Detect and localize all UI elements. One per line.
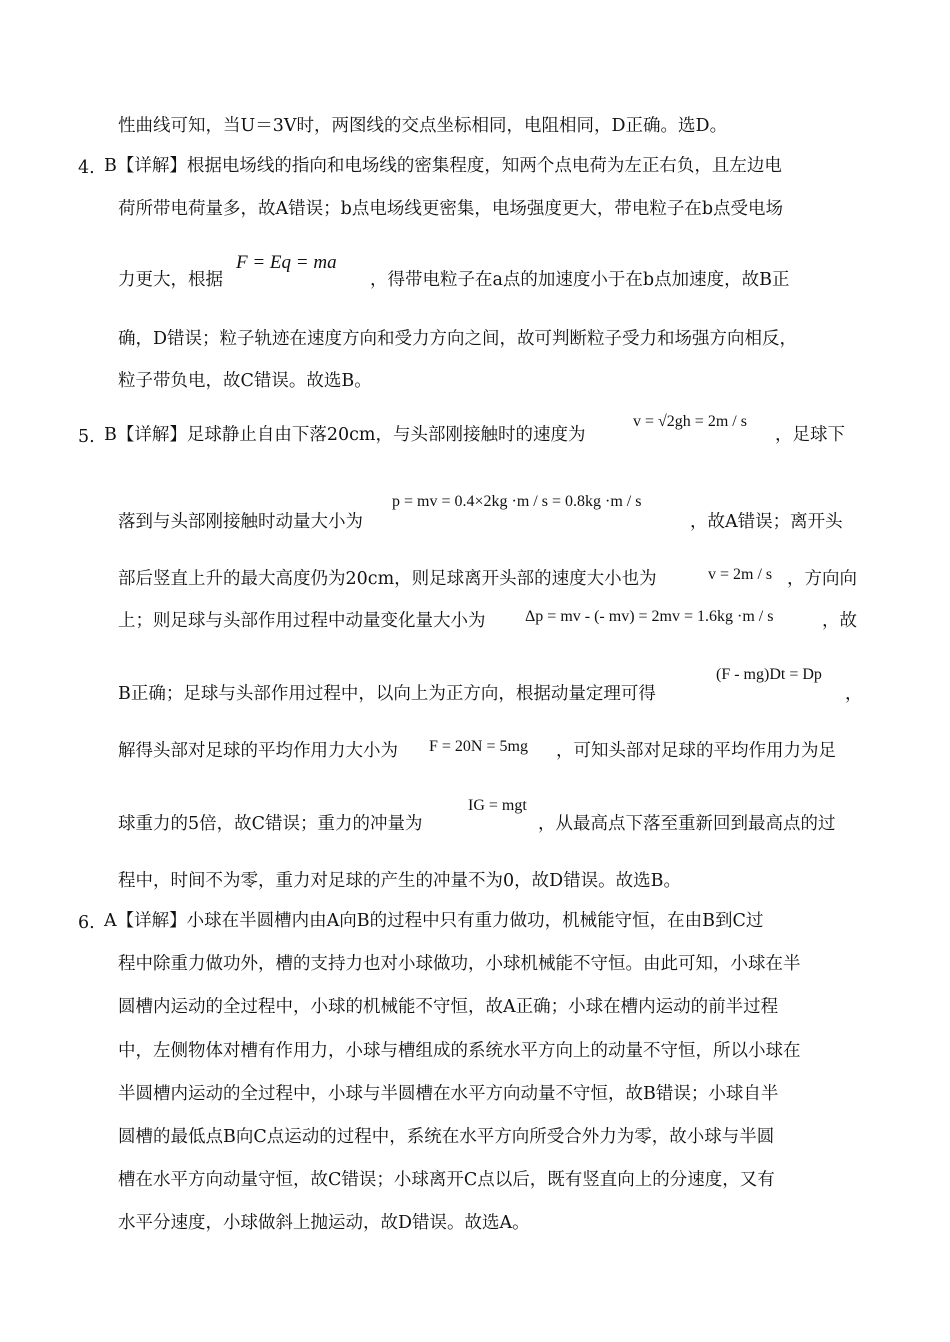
text-line: B【详解】足球静止自由下落20cm，与头部刚接触时的速度为 [104, 425, 586, 445]
text-line: B【详解】根据电场线的指向和电场线的密集程度，知两个点电荷为左正右负，且左边电 [104, 156, 782, 176]
equation-v-sqrt: v = √2gh = 2m / s [633, 413, 747, 430]
equation-impulse-theorem: (F - mg)Dt = Dp [716, 666, 822, 683]
equation-ig: IG = mgt [468, 797, 527, 814]
text-line: 荷所带电荷量多，故A错误；b点电场线更密集，电场强度更大，带电粒子在b点受电场 [118, 199, 784, 219]
text-line: 确，D错误；粒子轨迹在速度方向和受力方向之间，故可判断粒子受力和场强方向相反， [118, 329, 798, 349]
equation-f-20n: F = 20N = 5mg [429, 738, 528, 755]
text-line: ，可知头部对足球的平均作用力为足 [556, 741, 836, 761]
text-line: 上；则足球与头部作用过程中动量变化量大小为 [118, 611, 486, 631]
text-line: 性曲线可知，当U＝3V时，两图线的交点坐标相同，电阻相同，D正确。选D。 [118, 116, 728, 136]
equation-p-mv: p = mv = 0.4×2kg ·m / s = 0.8kg ·m / s [392, 493, 642, 510]
text-line: 落到与头部刚接触时动量大小为 [118, 512, 363, 532]
text-line: ，从最高点下落至重新回到最高点的过 [538, 814, 836, 834]
text-line: 半圆槽内运动的全过程中，小球与半圆槽在水平方向动量不守恒，故B错误；小球自半 [118, 1084, 779, 1104]
text-line: ，足球下 [775, 425, 845, 445]
text-line: 球重力的5倍，故C错误；重力的冲量为 [118, 814, 423, 834]
item-number: 5. [78, 427, 95, 447]
text-line: 水平分速度，小球做斜上抛运动，故D错误。故选A。 [118, 1213, 530, 1233]
text-line: 圆槽内运动的全过程中，小球的机械能不守恒，故A正确；小球在槽内运动的前半过程 [118, 997, 779, 1017]
text-line: ， [845, 684, 863, 704]
text-line: B正确；足球与头部作用过程中，以向上为正方向，根据动量定理可得 [118, 684, 656, 704]
text-line: 力更大，根据 [118, 270, 223, 290]
text-line: 圆槽的最低点B向C点运动的过程中，系统在水平方向所受合外力为零，故小球与半圆 [118, 1127, 775, 1147]
text-line: A【详解】小球在半圆槽内由A向B的过程中只有重力做功，机械能守恒，在由B到C过 [104, 911, 764, 931]
text-line: 部后竖直上升的最大高度仍为20cm，则足球离开头部的速度大小也为 [118, 569, 657, 589]
text-line: 程中除重力做功外，槽的支持力也对小球做功，小球机械能不守恒。由此可知，小球在半 [118, 954, 801, 974]
text-line: ，故A错误；离开头 [690, 512, 843, 532]
item-number: 4. [78, 158, 95, 178]
equation-f-eq-ma: F = Eq = ma [236, 252, 337, 273]
text-line: ，得带电粒子在a点的加速度小于在b点加速度，故B正 [370, 270, 790, 290]
item-number: 6. [78, 913, 95, 933]
text-line: 粒子带负电，故C错误。故选B。 [118, 371, 372, 391]
text-line: 程中，时间不为零，重力对足球的产生的冲量不为0，故D错误。故选B。 [118, 871, 682, 891]
text-line: ，方向向 [787, 569, 857, 589]
text-line: ，故 [822, 611, 857, 631]
text-line: 解得头部对足球的平均作用力大小为 [118, 741, 398, 761]
equation-v-2: v = 2m / s [708, 566, 773, 583]
equation-delta-p: Δp = mv - (- mv) = 2mv = 1.6kg ·m / s [525, 608, 774, 625]
text-line: 中，左侧物体对槽有作用力，小球与槽组成的系统水平方向上的动量不守恒，所以小球在 [118, 1041, 801, 1061]
text-line: 槽在水平方向动量守恒，故C错误；小球离开C点以后，既有竖直向上的分速度，又有 [118, 1170, 775, 1190]
